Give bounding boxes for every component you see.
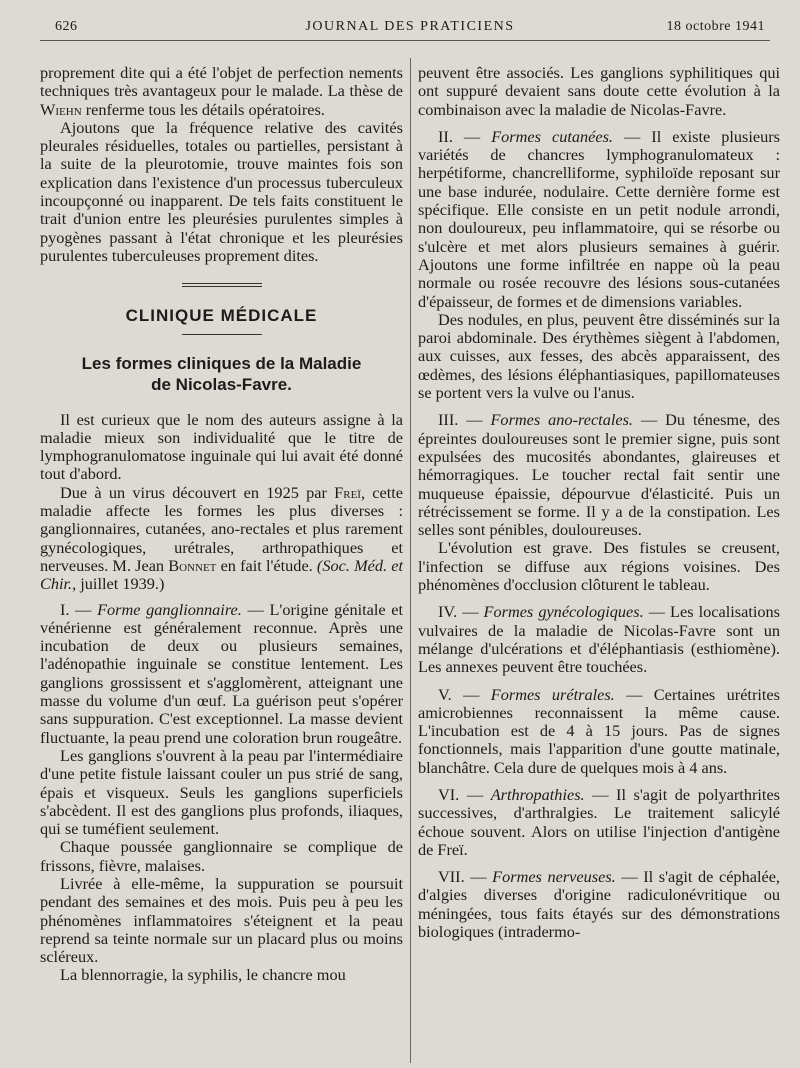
header-rule: [40, 40, 770, 41]
paragraph: Due à un virus découvert en 1925 par Freï, cette maladie affecte les formes les plus diverses : ganglionnaires, cutanées, ano-rectales et plus rarement gynécologiques, urétrales, arthropathiques et nerveuses. M. Jean Bonnet en fait l'étude. (Soc. Méd. et Chir., juillet 1939.): [40, 482, 404, 594]
paragraph: VII. — Formes nerveuses. — Il s'agit de céphalée, d'algies diverses d'origine radiculonévritique ou méningées, tous faits étayés sur des démonstrations biologiques (intradermo-: [418, 867, 780, 942]
paragraph: La blennorragie, la syphilis, le chancre mou: [60, 965, 346, 985]
issue-date: 18 octobre 1941: [666, 19, 765, 34]
running-header: [55, 15, 765, 37]
paragraph: peuvent être associés. Les ganglions syphilitiques qui ont suppuré devaient sans doute cette évolution à la combinaison avec la maladie de Nicolas-Favre.: [418, 63, 780, 119]
author-name: Wiehn: [40, 99, 82, 119]
paragraph: Ajoutons que la fréquence relative des cavités pleurales résiduelles, totales ou partielles, persistant à la suite de la pleurotomie, trouve maintes fois son explication dans l'existence d'un processus tuberculeux incoupçonné ou inapparent. De tels faits constituent le trait d'union entre les pleurésies purulentes simples à pyogènes passant à l'état chronique et les pleurésies purulentes tuberculeuses proprement dites.: [40, 117, 403, 265]
paragraph: Les ganglions s'ouvrent à la peau par l'intermédiaire d'une petite fistule laissant couler un pus strié de sang, épais et visqueux. Seuls les ganglions superficiels s'abcèdent. Il est des ganglions plus profonds, iliaques, qui se tuméfient seulement.: [40, 745, 403, 839]
article-title: Les formes cliniques de la Maladie de Nicolas-Favre.: [81, 353, 362, 394]
section-divider: [182, 283, 262, 287]
paragraph: L'évolution est grave. Des fistules se creusent, l'infection se diffuse aux régions voisines. Des phénomènes d'occlusion clôturent le tableau.: [418, 538, 780, 595]
paragraph: Livrée à elle-même, la suppuration se poursuit pendant des semaines et des mois. Puis peu à peu les phénomènes inflammatoires s'éteignent et la peau reprend sa teinte normale sur un placard plus ou moins scléreux.: [40, 873, 403, 967]
paragraph: proprement dite qui a été l'objet de perfection nements techniques très avantageux pour le malade. La thèse de Wiehn renferme tous les détails opératoires.: [40, 63, 403, 119]
section-title: CLINIQUE MÉDICALE: [125, 306, 318, 326]
paragraph: Des nodules, en plus, peuvent être disséminés sur la paroi abdominale. Des érythèmes siègent à l'abdomen, aux cuisses, aux fesses, des abcès apparaissent, des œdèmes, des lésions éléphantiasiques, papillomateuses se portent vers la vulve ou l'anus.: [418, 309, 780, 403]
page-number: 626: [55, 19, 78, 34]
paragraph: III. — Formes ano-rectales. — Du ténesme, des épreintes douloureuses sont le premier signe, puis sont expulsées des mucosités abondantes, glaireuses et hémorragiques. Le toucher rectal fait sentir une muqueuse épaissie, dépourvue d'élasticité. Puis un rétrécissement se forme. Il y a de la constipation. Les selles sont pénibles, douloureuses.: [418, 410, 781, 540]
left-column: [40, 64, 403, 985]
paragraph: Il est curieux que le nom des auteurs assigne à la maladie mieux son individualité que le titre de lymphogranulomatose inguinale qui lui avait été donné tout d'abord.: [40, 409, 403, 484]
paragraph: IV. — Formes gynécologiques. — Les localisations vulvaires de la maladie de Nicolas-Favre sont un mélange d'ulcérations et d'éléphantiasis (esthiomène). Les annexes peuvent être touchées.: [418, 602, 780, 677]
paragraph: VI. — Arthropathies. — Il s'agit de polyarthrites successives, d'arthralgies. Le traitement salicylé échoue souvent. Alors on utilise l'injection d'antigène de Freï.: [418, 784, 781, 859]
right-column: [418, 64, 780, 941]
journal-title: JOURNAL DES PRATICIENS: [305, 19, 515, 34]
paragraph: V. — Formes urétrales. — Certaines urétrites amicrobiennes reconnaissent la même cause. L'incubation est de 4 à 15 jours. Pas de signes fonctionnels, mais l'apparition d'une goutte matinale, blanchâtre. Cela dure de quelques mois à 4 ans.: [418, 684, 780, 777]
paragraph: II. — Formes cutanées. — Il existe plusieurs variétés de chancres lymphogranulomateux : herpétiforme, chancrelliforme, syphiloïde reposant sur une base indurée, nodulaire. Cette dernière forme est spécifique. Elle consiste en un petit nodule arrondi, non douloureux, peu inflammatoire, qui se résorbe ou s'ulcère et met alors plusieurs semaines à guérir. Ajoutons une forme infiltrée en nappe où la peau normale ou rosée recouvre des lésions sous-cutanées d'épaisseur, de formes et de dimensions variables.: [418, 126, 781, 311]
column-divider: [410, 58, 411, 1063]
section-rule: [182, 334, 262, 335]
paragraph: I. — Forme ganglionnaire. — L'origine génitale et vénérienne est généralement reconnue. Après une incubation de deux ou plusieurs semaines, l'adénopathie inguinale se constitue lentement. Les ganglions grossissent et s'agglomèrent, atteignant une masse du volume d'un œuf. La guérison peut s'opérer sans suppuration. C'est exceptionnel. La masse devient fluctuante, la peau prend une coloration brun rougeâtre.: [40, 599, 404, 747]
paragraph: Chaque poussée ganglionnaire se complique de frissons, fièvre, malaises.: [40, 837, 403, 875]
